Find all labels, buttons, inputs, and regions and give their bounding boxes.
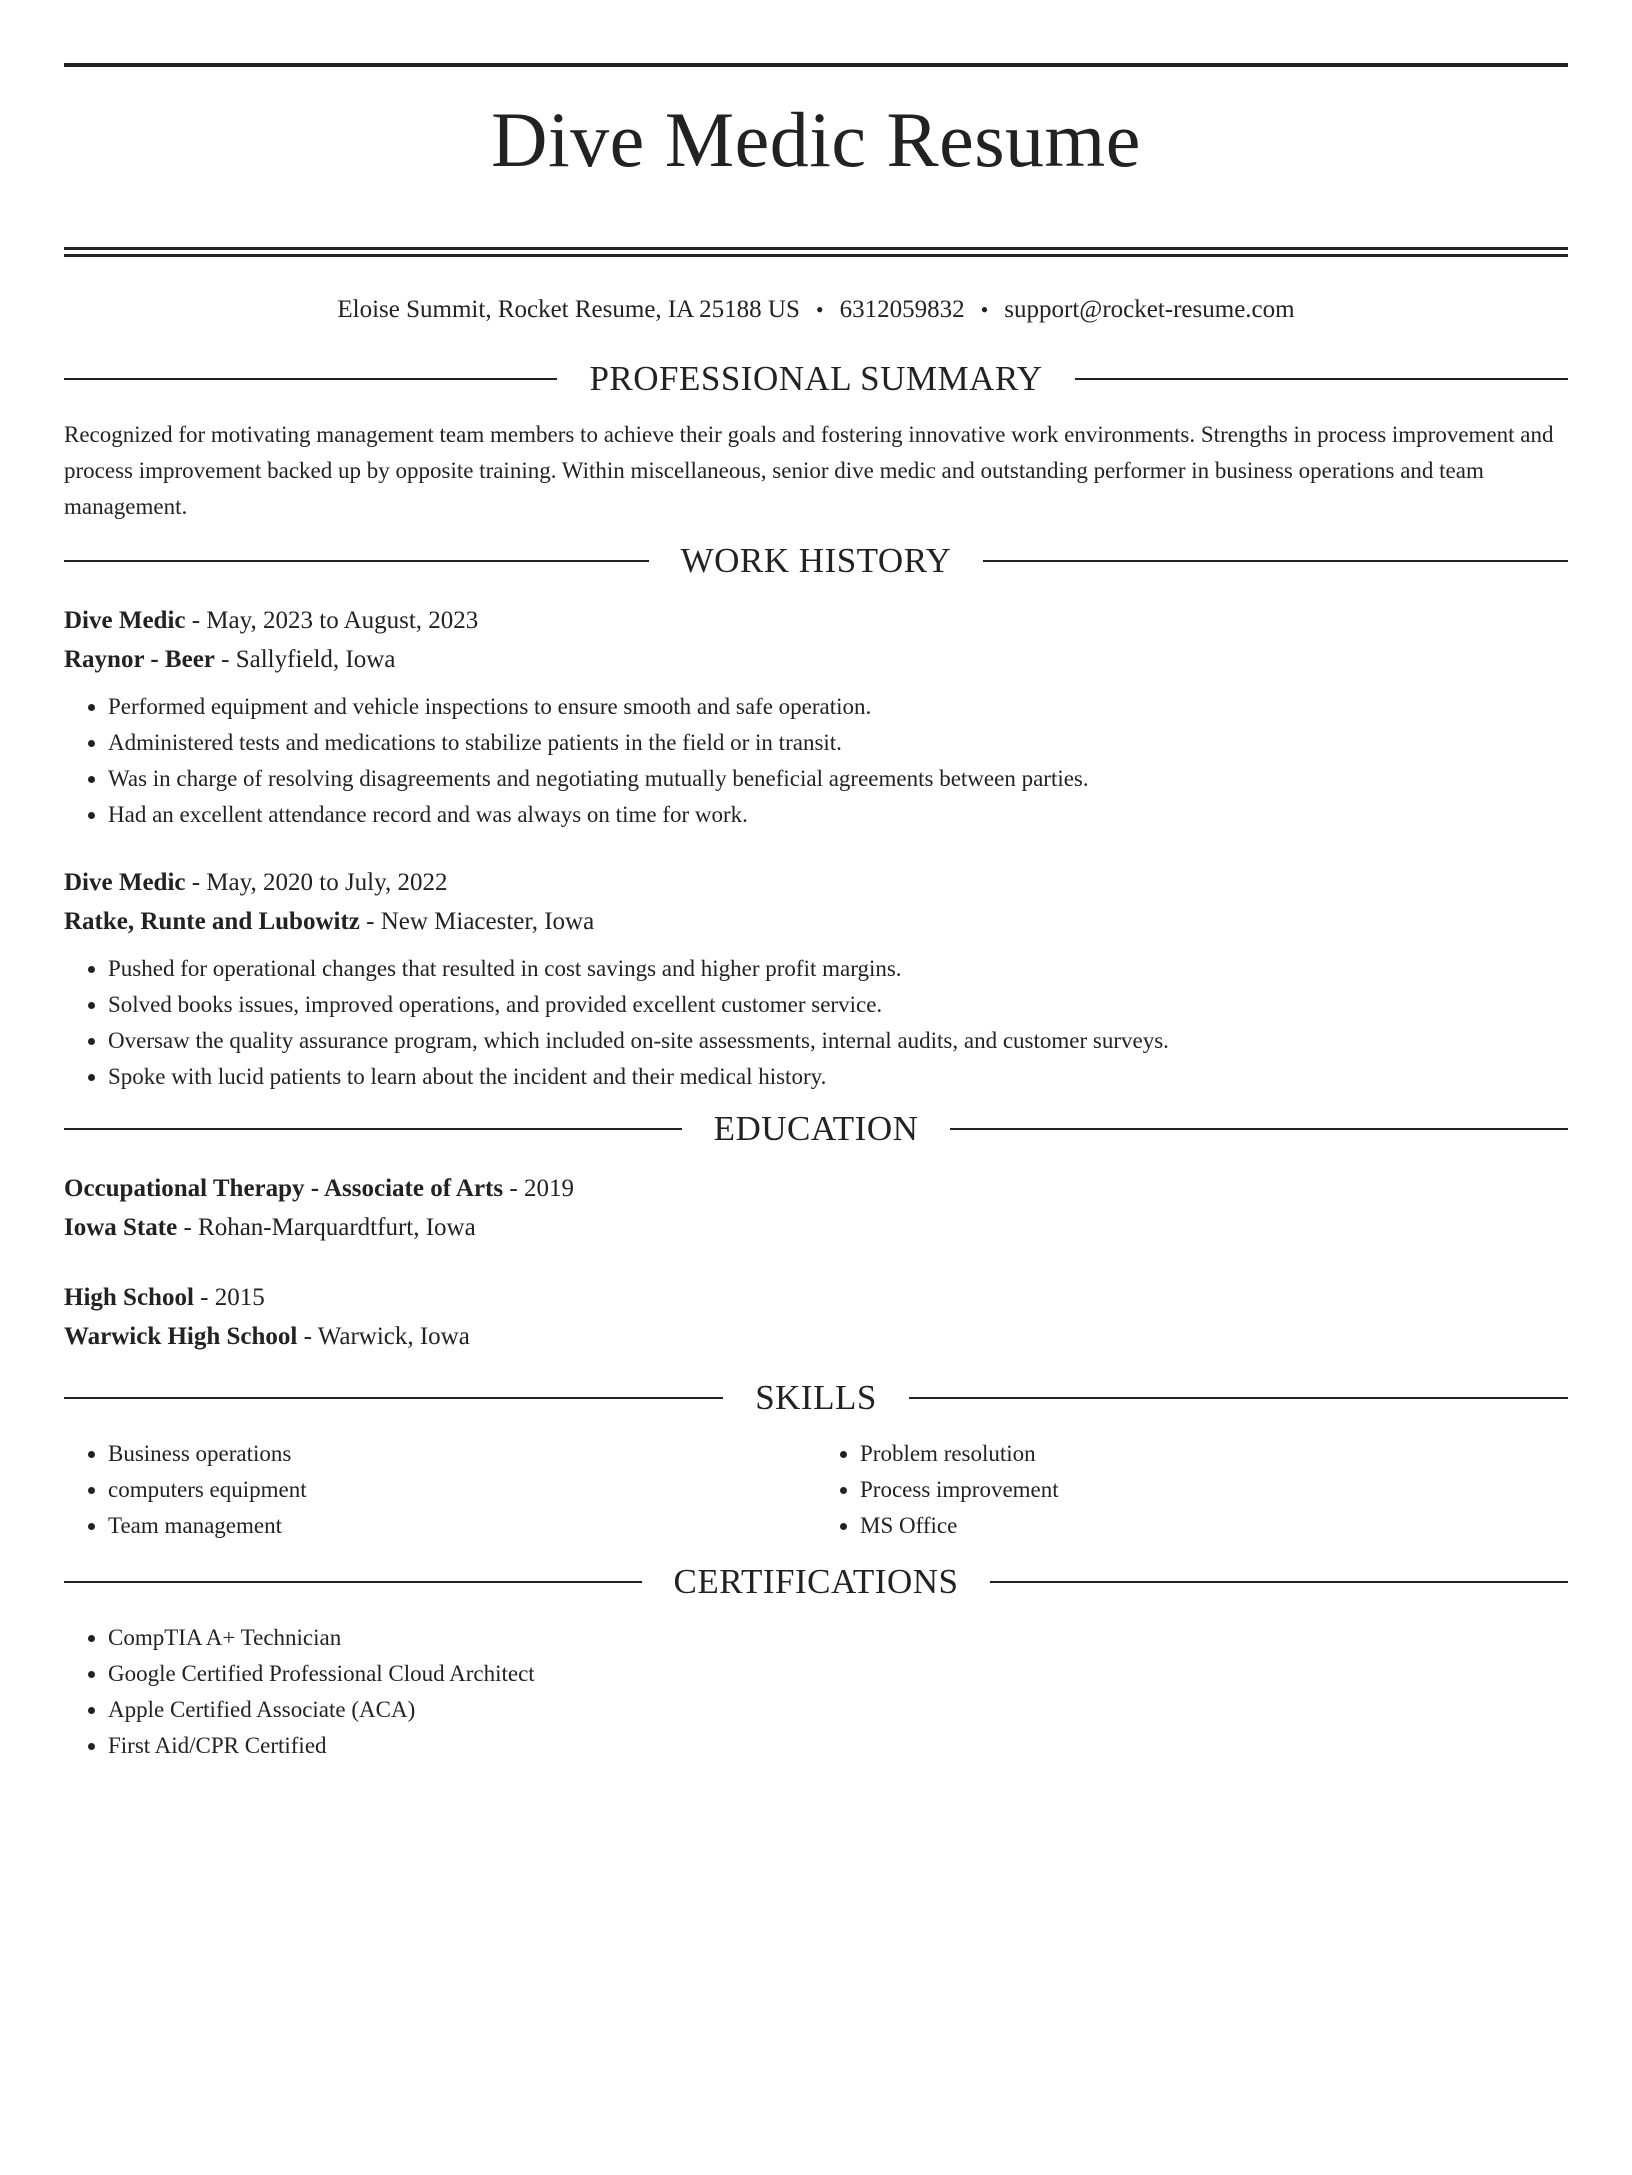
- list-item: • Team management: [108, 1508, 816, 1544]
- education-school: Iowa State: [64, 1214, 178, 1242]
- education-degree: Occupational Therapy - Associate of Arts: [64, 1175, 504, 1203]
- section-rule: [64, 1128, 682, 1130]
- section-header-work: [64, 541, 1568, 581]
- job-title-line: [64, 601, 1568, 640]
- list-item: • MS Office: [860, 1508, 1568, 1544]
- education-school: Warwick High School: [64, 1323, 298, 1351]
- list-item: • Had an excellent attendance record and was always on time for work.: [108, 797, 1568, 833]
- job-company-line: [64, 640, 1568, 679]
- list-item: • Apple Certified Associate (ACA): [108, 1692, 1568, 1728]
- job-dates: - May, 2023 to August, 2023: [185, 607, 479, 635]
- contact-email: support@rocket-resume.com: [1004, 296, 1295, 324]
- section-rule: [64, 560, 649, 562]
- section-header-certifications: [64, 1562, 1568, 1602]
- contact-phone: 6312059832: [839, 296, 965, 324]
- list-item: • CompTIA A+ Technician: [108, 1620, 1568, 1656]
- list-item: • Google Certified Professional Cloud Architect: [108, 1656, 1568, 1692]
- section-header-summary: [64, 359, 1568, 399]
- section-rule: [64, 378, 557, 380]
- list-item: • First Aid/CPR Certified: [108, 1728, 1568, 1764]
- job-role: Dive Medic: [64, 869, 186, 897]
- education-degree: High School: [64, 1284, 194, 1312]
- contact-address: Eloise Summit, Rocket Resume, IA 25188 US: [337, 296, 800, 324]
- summary-text: Recognized for motivating management team members to achieve their goals and fostering innovative work environments. Strengths in process improvement and process improvement backed up by opposite training. Within miscellaneous, senior dive medic and outstanding performer in business operations and team management.: [64, 422, 1554, 520]
- job-location: - New Miacester, Iowa: [359, 908, 595, 936]
- job-entry: [64, 863, 1568, 1095]
- list-item: • Problem resolution: [860, 1436, 1568, 1472]
- list-item: • Administered tests and medications to stabilize patients in the field or in transit.: [108, 725, 1568, 761]
- contact-separator: •: [815, 297, 824, 323]
- section-header-education: [64, 1109, 1568, 1149]
- education-year: - 2015: [193, 1284, 265, 1312]
- list-item: • Solved books issues, improved operations, and provided excellent customer service.: [108, 987, 1568, 1023]
- contact-separator: •: [980, 297, 989, 323]
- job-company: Raynor - Beer: [64, 646, 215, 674]
- section-rule: [64, 1581, 642, 1583]
- resume-page: [0, 63, 1632, 2175]
- job-location: - Sallyfield, Iowa: [214, 646, 396, 674]
- section-rule: [983, 560, 1568, 562]
- contact-line: [64, 295, 1568, 325]
- skills-list-left: [64, 1436, 816, 1544]
- list-item: • Pushed for operational changes that resulted in cost savings and higher profit margins.: [108, 951, 1568, 987]
- section-title-work: WORK HISTORY: [680, 541, 952, 581]
- section-header-skills: [64, 1378, 1568, 1418]
- job-company-line: [64, 902, 1568, 941]
- top-rule: [64, 63, 1568, 67]
- job-bullet-list: [64, 689, 1568, 833]
- section-title-education: EDUCATION: [713, 1109, 919, 1149]
- list-item: • Spoke with lucid patients to learn about the incident and their medical history.: [108, 1059, 1568, 1095]
- resume-title: Dive Medic Resume: [491, 96, 1141, 183]
- list-item: • computers equipment: [108, 1472, 816, 1508]
- list-item: • Was in charge of resolving disagreements and negotiating mutually beneficial agreements between parties.: [108, 761, 1568, 797]
- section-rule: [64, 1397, 723, 1399]
- section-rule: [950, 1128, 1568, 1130]
- education-school-line: [64, 1317, 1568, 1356]
- skills-list-right: [816, 1436, 1568, 1544]
- section-title-certifications: CERTIFICATIONS: [673, 1562, 959, 1602]
- education-degree-line: [64, 1169, 1568, 1208]
- list-item: • Business operations: [108, 1436, 816, 1472]
- job-entry: [64, 601, 1568, 833]
- job-bullet-list: [64, 951, 1568, 1095]
- education-entry: [64, 1169, 1568, 1247]
- education-degree-line: [64, 1278, 1568, 1317]
- list-item: • Performed equipment and vehicle inspections to ensure smooth and safe operation.: [108, 689, 1568, 725]
- education-year: - 2019: [503, 1175, 574, 1203]
- education-school-line: [64, 1208, 1568, 1247]
- job-role: Dive Medic: [64, 607, 186, 635]
- education-location: - Rohan-Marquardtfurt, Iowa: [177, 1214, 476, 1242]
- title-double-rule: [64, 247, 1568, 257]
- list-item: • Process improvement: [860, 1472, 1568, 1508]
- education-location: - Warwick, Iowa: [297, 1323, 470, 1351]
- section-rule: [909, 1397, 1568, 1399]
- job-company: Ratke, Runte and Lubowitz: [64, 908, 360, 936]
- job-title-line: [64, 863, 1568, 902]
- certifications-list: [64, 1620, 1568, 1764]
- skills-columns: [64, 1436, 1568, 1544]
- section-title-skills: SKILLS: [755, 1378, 877, 1418]
- job-dates: - May, 2020 to July, 2022: [185, 869, 448, 897]
- list-item: • Oversaw the quality assurance program, which included on-site assessments, internal audits, and customer surveys.: [108, 1023, 1568, 1059]
- section-rule: [1075, 378, 1568, 380]
- section-rule: [990, 1581, 1568, 1583]
- section-title-summary: PROFESSIONAL SUMMARY: [589, 359, 1043, 399]
- education-entry: [64, 1278, 1568, 1356]
